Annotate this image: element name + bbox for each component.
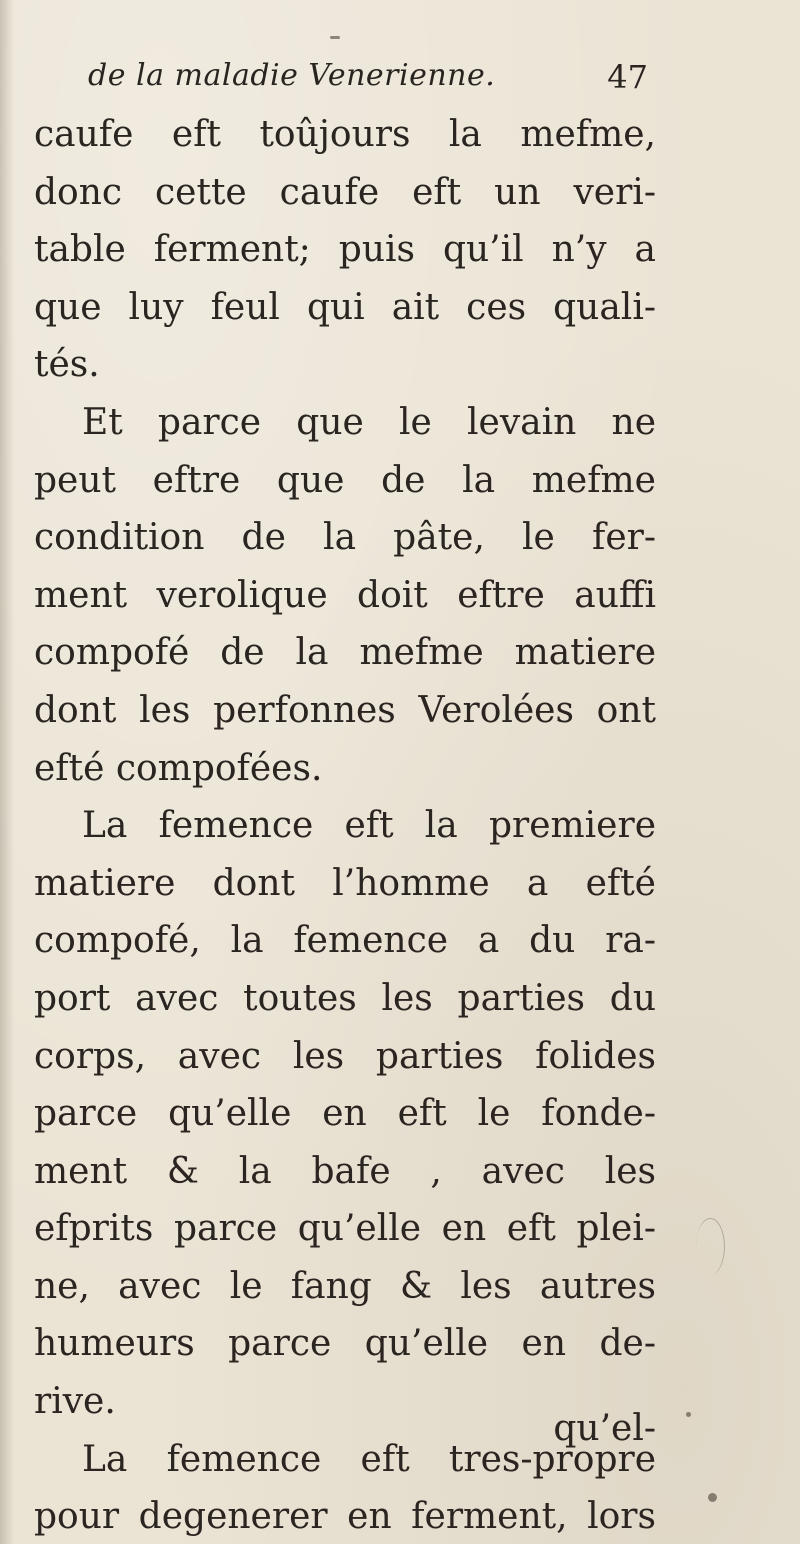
body-text	[34, 106, 656, 1544]
text-line: humeurs parce qu’elle en de-	[34, 1323, 656, 1365]
page-gutter-shadow	[0, 0, 14, 1544]
text-line: matiere dont l’homme a efté	[34, 862, 656, 904]
paper-speck	[686, 1412, 691, 1417]
text-line: corps, avec les parties folides	[34, 1035, 656, 1077]
text-line: ne, avec le fang & les autres	[34, 1265, 656, 1307]
page-number: 47	[607, 58, 648, 96]
text-line: condition de la pâte, le fer-	[34, 517, 656, 559]
text-line: caufe eft toûjours la mefme,	[34, 114, 656, 155]
paragraph-start-line: La femence eft la premiere	[82, 805, 656, 847]
text-line: efté compofées.	[34, 747, 323, 789]
text-line: ment & la bafe , avec les	[34, 1150, 656, 1192]
text-line: ment verolique doit eftre auffi	[34, 574, 656, 616]
page-header	[88, 58, 648, 108]
text-line: compofé, la femence a du ra-	[34, 920, 656, 962]
paragraph-start-line: Et parce que le levain ne	[82, 401, 656, 443]
text-line: efprits parce qu’elle en eft plei-	[34, 1208, 656, 1250]
text-line: tés.	[34, 344, 100, 386]
paper-speck	[708, 1493, 717, 1502]
text-line: port avec toutes les parties du	[34, 977, 656, 1019]
text-line: compofé de la mefme matiere	[34, 632, 656, 674]
paper-blemish	[696, 1218, 725, 1275]
text-line: rive.	[34, 1381, 116, 1423]
text-line: pour degenerer en ferment, lors	[34, 1496, 656, 1538]
text-line: table ferment; puis qu’il n’y a	[34, 229, 656, 271]
text-line: dont les perfonnes Verolées ont	[34, 689, 656, 731]
text-line: que luy feul qui ait ces quali-	[34, 286, 656, 328]
text-line: peut eftre que de la mefme	[34, 459, 656, 501]
paragraph-start-line: La femence eft tres-propre	[82, 1438, 656, 1480]
paper-speck	[330, 36, 340, 39]
text-line: donc cette caufe eft un veri-	[34, 171, 656, 213]
catchword: qu’el-	[553, 1408, 656, 1449]
running-title: de la maladie Venerienne.	[88, 58, 496, 93]
text-line: parce qu’elle en eft le fonde-	[34, 1093, 656, 1135]
